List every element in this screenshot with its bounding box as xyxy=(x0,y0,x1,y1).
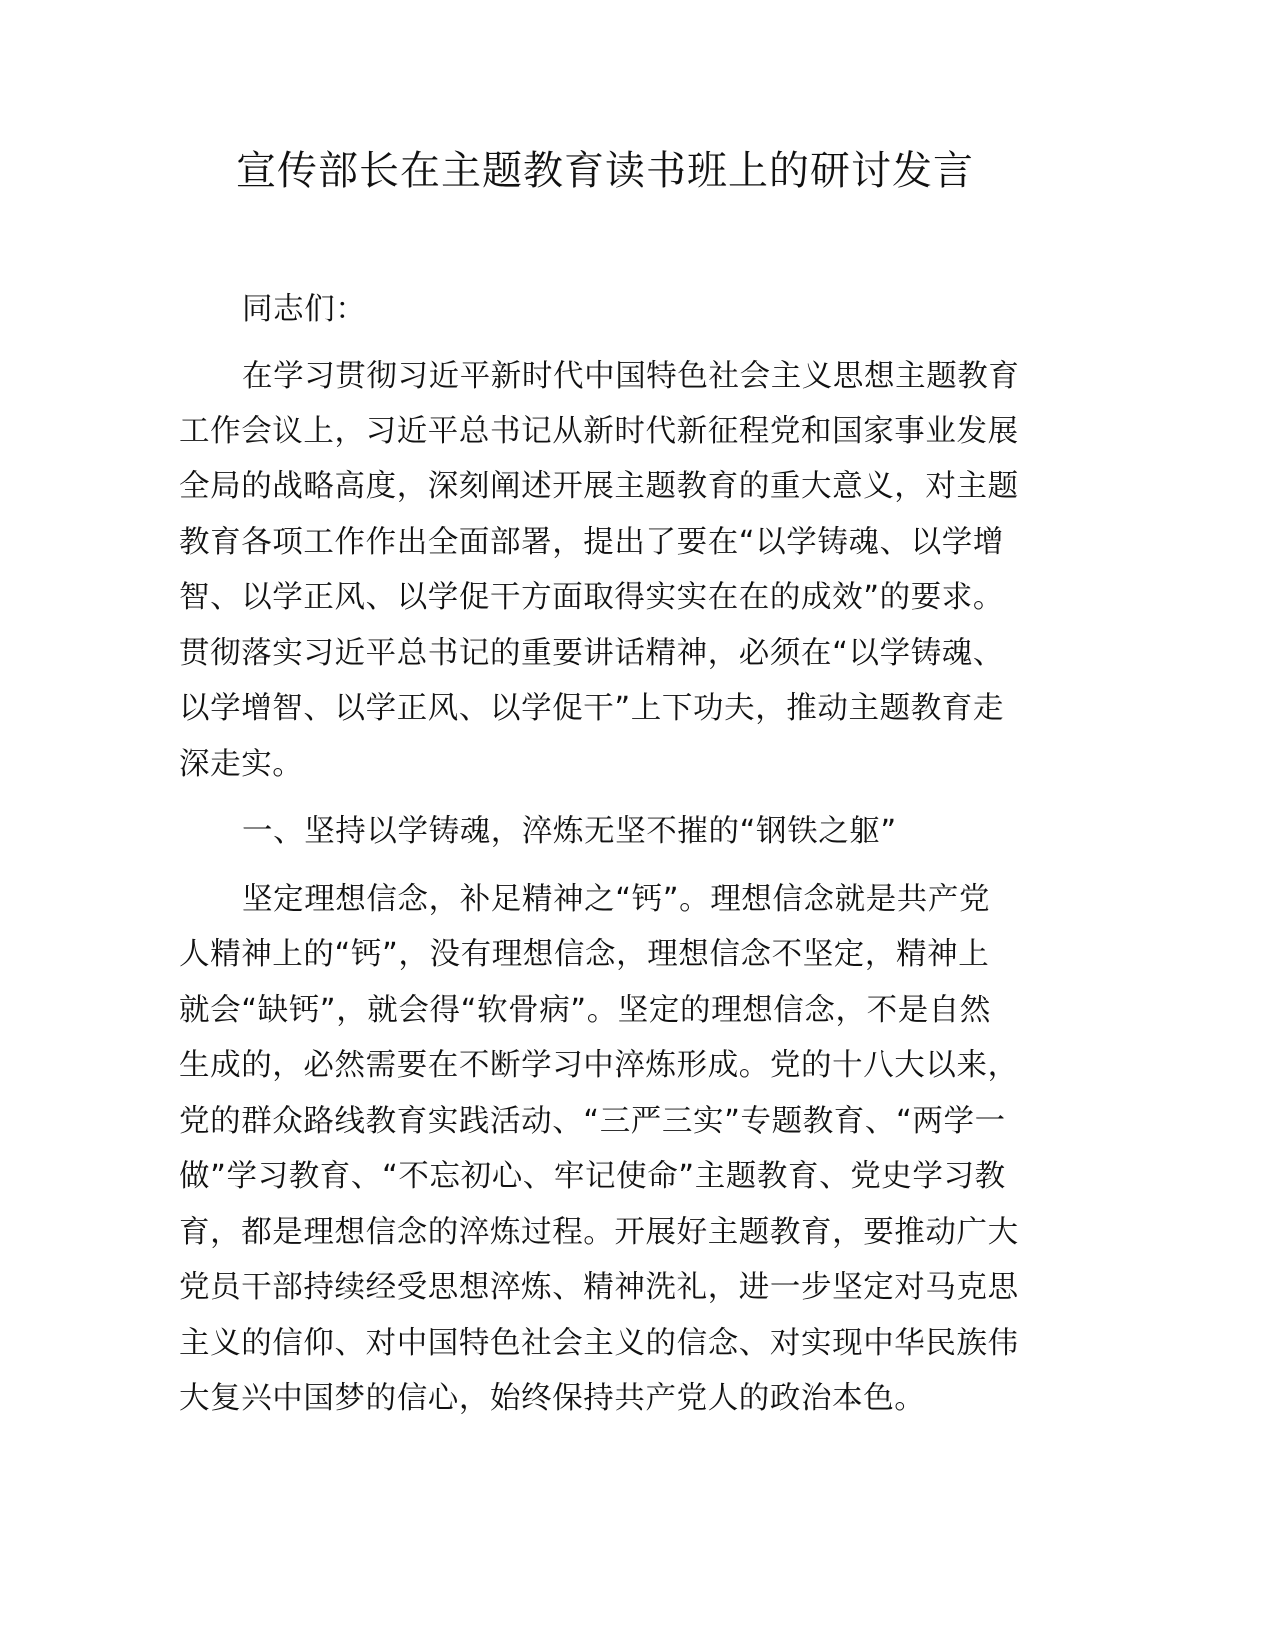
paragraph-line: 坚定理想信念，补足精神之“钙”。理想信念就是共产党 xyxy=(242,882,991,917)
paragraph-line: 生成的，必然需要在不断学习中淬炼形成。党的十八大以来， xyxy=(179,1048,1019,1083)
paragraph-line: 就会“缺钙”，就会得“软骨病”。坚定的理想信念，不是自然 xyxy=(179,993,992,1028)
paragraph-line: 大复兴中国梦的信心，始终保持共产党人的政治本色。 xyxy=(179,1381,926,1416)
paragraph-line: 智、以学正风、以学促干方面取得实实在在的成效”的要求。 xyxy=(179,580,1004,615)
paragraph-line: 育，都是理想信念的淬炼过程。开展好主题教育，要推动广大 xyxy=(179,1215,1019,1250)
document-title: 宣传部长在主题教育读书班上的研讨发言 xyxy=(236,148,974,194)
paragraph-line: 在学习贯彻习近平新时代中国特色社会主义思想主题教育 xyxy=(242,359,1020,394)
paragraph-line: 以学增智、以学正风、以学促干”上下功夫，推动主题教育走 xyxy=(179,691,1004,726)
paragraph-line: 人精神上的“钙”，没有理想信念，理想信念不坚定，精神上 xyxy=(179,937,990,972)
paragraph-line: 全局的战略高度，深刻阐述开展主题教育的重大意义，对主题 xyxy=(179,469,1019,504)
salutation: 同志们： xyxy=(242,292,367,327)
paragraph-line: 党的群众路线教育实践活动、“三严三实”专题教育、“两学一 xyxy=(179,1104,1006,1139)
paragraph-line: 主义的信仰、对中国特色社会主义的信念、对实现中华民族伟 xyxy=(179,1326,1019,1361)
paragraph-line: 工作会议上，习近平总书记从新时代新征程党和国家事业发展 xyxy=(179,414,1019,449)
paragraph-line: 贯彻落实习近平总书记的重要讲话精神，必须在“以学铸魂、 xyxy=(179,636,1004,671)
paragraph-line: 做”学习教育、“不忘初心、牢记使命”主题教育、党史学习教 xyxy=(179,1159,1006,1194)
paragraph-line: 教育各项工作作出全面部署，提出了要在“以学铸魂、以学增 xyxy=(179,525,1004,560)
paragraph-line: 党员干部持续经受思想淬炼、精神洗礼，进一步坚定对马克思 xyxy=(179,1270,1019,1305)
paragraph-line: 深走实。 xyxy=(179,747,304,782)
section-heading: 一、坚持以学铸魂，淬炼无坚不摧的“钢铁之躯” xyxy=(242,814,897,849)
